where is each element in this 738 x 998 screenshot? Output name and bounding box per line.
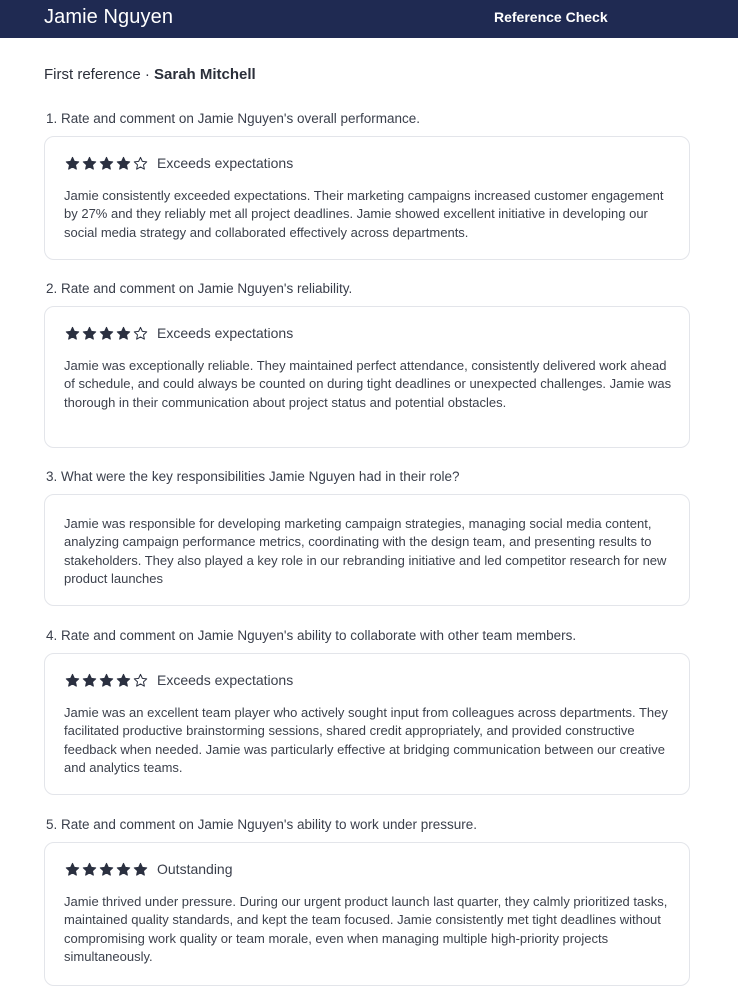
question-number: 2. [46, 281, 58, 296]
rating-row [65, 672, 293, 688]
question-text: Rate and comment on Jamie Nguyen's ability to work under pressure. [61, 817, 478, 832]
star-rating [65, 156, 148, 171]
rating-label: Outstanding [157, 861, 233, 877]
star-filled-icon [99, 673, 114, 688]
page-title: Reference Check [494, 9, 608, 25]
top-bar [0, 0, 738, 38]
star-filled-icon [116, 326, 131, 341]
question-number: 1. [46, 111, 58, 126]
star-filled-icon [99, 326, 114, 341]
answer-card-1 [44, 136, 690, 260]
star-filled-icon [82, 862, 97, 877]
rating-label: Exceeds expectations [157, 155, 294, 171]
star-outline-icon [133, 156, 148, 171]
star-filled-icon [99, 862, 114, 877]
answer-text: Jamie was an excellent team player who actively sought input from colleagues across departments. They facilitated productive brainstorming sessions, shared credit appropriately, and provided constructive feedback when needed. Jamie was particularly effective at bridging communication between our creative and analytics teams. [64, 705, 668, 775]
question-5 [46, 817, 477, 832]
star-filled-icon [65, 673, 80, 688]
reference-prefix: First reference · [44, 66, 155, 83]
answer-card-5 [44, 842, 690, 986]
star-rating [65, 673, 148, 688]
answer-text: Jamie was responsible for developing marketing campaign strategies, managing social media content, analyzing campaign performance metrics, coordinating with the design team, and presenting results to stakeholders. They also played a key role in our rebranding initiative and led competitor research for new product launches [64, 516, 667, 586]
question-text: What were the key responsibilities Jamie Nguyen had in their role? [61, 469, 460, 484]
question-text: Rate and comment on Jamie Nguyen's ability to collaborate with other team members. [61, 628, 577, 643]
star-filled-icon [82, 156, 97, 171]
question-text: Rate and comment on Jamie Nguyen's reliability. [61, 281, 353, 296]
question-1 [46, 111, 420, 126]
star-filled-icon [65, 156, 80, 171]
star-filled-icon [116, 673, 131, 688]
reference-heading [44, 66, 256, 83]
star-filled-icon [116, 156, 131, 171]
rating-row [65, 325, 293, 341]
star-filled-icon [65, 862, 80, 877]
star-filled-icon [133, 862, 148, 877]
star-filled-icon [99, 156, 114, 171]
star-outline-icon [133, 673, 148, 688]
candidate-name: Jamie Nguyen [44, 6, 174, 28]
answer-text: Jamie thrived under pressure. During our urgent product launch last quarter, they calmly prioritized tasks, maintained quality standards, and kept the team focused. Jamie consistently met tight deadlines without compromising work quality or team morale, even when managing multiple high-priority projects simultaneously. [64, 894, 668, 964]
question-2 [46, 281, 352, 296]
answer-card-4 [44, 653, 690, 795]
rating-label: Exceeds expectations [157, 672, 294, 688]
rating-label: Exceeds expectations [157, 325, 294, 341]
star-filled-icon [82, 326, 97, 341]
star-rating [65, 862, 148, 877]
star-filled-icon [82, 673, 97, 688]
star-filled-icon [116, 862, 131, 877]
question-number: 3. [46, 469, 58, 484]
question-number: 5. [46, 817, 58, 832]
question-number: 4. [46, 628, 58, 643]
question-3 [46, 469, 459, 484]
star-rating [65, 326, 148, 341]
rating-row [65, 861, 233, 877]
question-4 [46, 628, 576, 643]
answer-text: Jamie consistently exceeded expectations. Their marketing campaigns increased customer engagement by 27% and they reliably met all project deadlines. Jamie showed excellent initiative in developing our social media strategy and collaborated effectively across departments. [64, 188, 664, 240]
rating-row [65, 155, 293, 171]
question-text: Rate and comment on Jamie Nguyen's overall performance. [61, 111, 421, 126]
answer-card-3 [44, 494, 690, 606]
star-filled-icon [65, 326, 80, 341]
answer-card-2 [44, 306, 690, 448]
answer-text: Jamie was exceptionally reliable. They maintained perfect attendance, consistently delivered work ahead of schedule, and could always be counted on during tight deadlines or unexpected challenges. Jamie was thorough in their communication about project status and potential obstacles. [64, 358, 672, 410]
reference-name: Sarah Mitchell [154, 66, 256, 83]
star-outline-icon [133, 326, 148, 341]
